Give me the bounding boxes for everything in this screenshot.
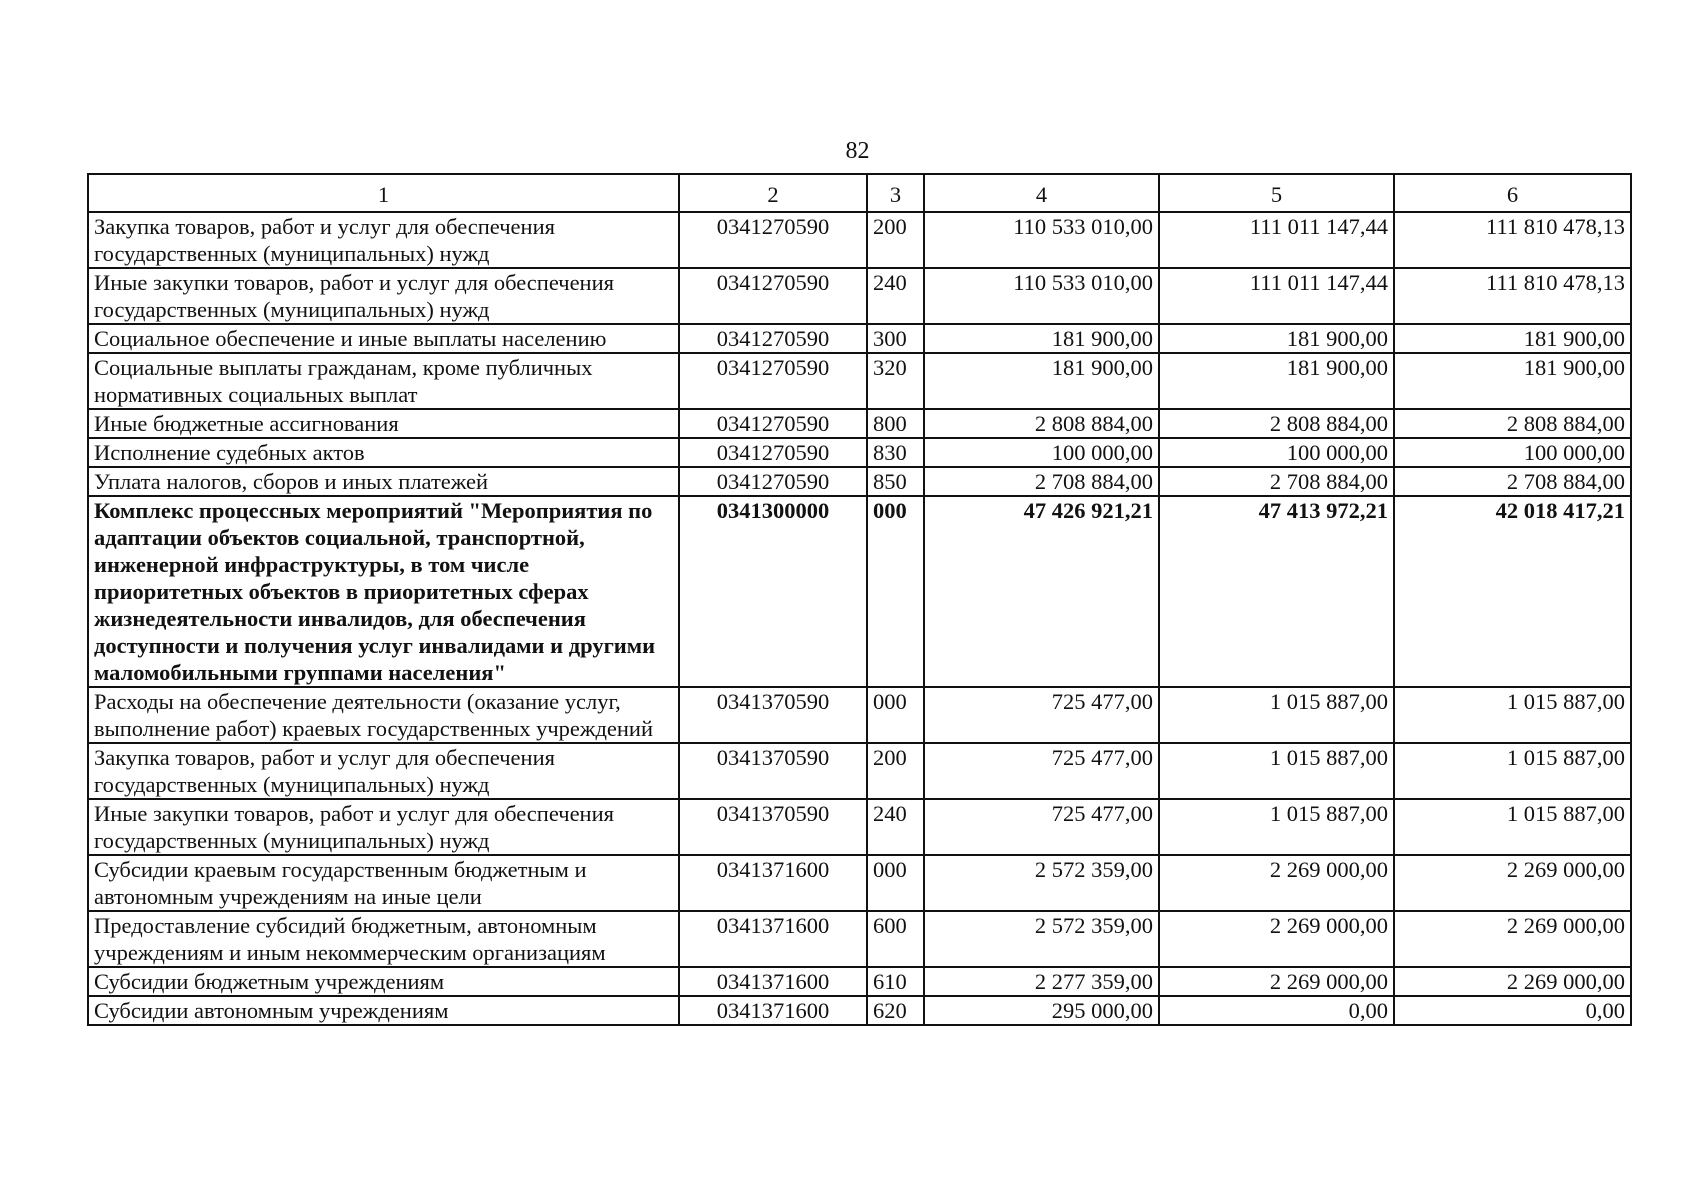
row-vr-cell: 000	[867, 687, 924, 743]
row-amount-year2-cell: 1 015 887,00	[1159, 687, 1394, 743]
column-header-1: 1	[88, 174, 679, 212]
table-row	[88, 212, 1631, 268]
row-amount-year1-cell: 2 808 884,00	[924, 409, 1159, 438]
row-csr-cell: 0341370590	[679, 743, 867, 799]
row-amount-year3-cell: 181 900,00	[1394, 353, 1631, 409]
row-vr-cell: 000	[867, 855, 924, 911]
row-name-cell: Иные закупки товаров, работ и услуг для обеспечения государственных (муниципальных) нужд	[88, 268, 679, 324]
row-vr-cell: 620	[867, 996, 924, 1025]
row-csr-cell: 0341371600	[679, 855, 867, 911]
row-csr-cell: 0341270590	[679, 268, 867, 324]
row-amount-year3-cell: 2 269 000,00	[1394, 967, 1631, 996]
row-amount-year2-cell: 181 900,00	[1159, 353, 1394, 409]
table-body	[88, 212, 1631, 1025]
row-csr-cell: 0341371600	[679, 996, 867, 1025]
row-name-cell: Субсидии краевым государственным бюджетным и автономным учреждениям на иные цели	[88, 855, 679, 911]
row-vr-cell: 240	[867, 799, 924, 855]
table-row	[88, 967, 1631, 996]
row-amount-year3-cell: 2 808 884,00	[1394, 409, 1631, 438]
row-amount-year1-cell: 2 572 359,00	[924, 855, 1159, 911]
row-csr-cell: 0341371600	[679, 911, 867, 967]
column-header-4: 4	[924, 174, 1159, 212]
row-amount-year1-cell: 47 426 921,21	[924, 496, 1159, 687]
column-header-3: 3	[867, 174, 924, 212]
row-name-cell: Иные закупки товаров, работ и услуг для обеспечения государственных (муниципальных) нужд	[88, 799, 679, 855]
row-name-cell: Исполнение судебных актов	[88, 438, 679, 467]
row-vr-cell: 300	[867, 324, 924, 353]
row-amount-year3-cell: 1 015 887,00	[1394, 743, 1631, 799]
row-amount-year2-cell: 111 011 147,44	[1159, 212, 1394, 268]
row-amount-year3-cell: 1 015 887,00	[1394, 687, 1631, 743]
table-row	[88, 496, 1631, 687]
row-amount-year1-cell: 181 900,00	[924, 324, 1159, 353]
row-csr-cell: 0341270590	[679, 353, 867, 409]
row-amount-year1-cell: 2 277 359,00	[924, 967, 1159, 996]
column-header-6: 6	[1394, 174, 1631, 212]
row-amount-year2-cell: 111 011 147,44	[1159, 268, 1394, 324]
row-name-cell: Закупка товаров, работ и услуг для обеспечения государственных (муниципальных) нужд	[88, 212, 679, 268]
row-amount-year2-cell: 181 900,00	[1159, 324, 1394, 353]
row-name-cell: Расходы на обеспечение деятельности (оказание услуг, выполнение работ) краевых государственных учреждений	[88, 687, 679, 743]
row-amount-year1-cell: 725 477,00	[924, 799, 1159, 855]
row-csr-cell: 0341370590	[679, 799, 867, 855]
row-amount-year3-cell: 2 708 884,00	[1394, 467, 1631, 496]
row-amount-year3-cell: 0,00	[1394, 996, 1631, 1025]
row-vr-cell: 240	[867, 268, 924, 324]
row-csr-cell: 0341370590	[679, 687, 867, 743]
row-name-cell: Субсидии автономным учреждениям	[88, 996, 679, 1025]
row-amount-year3-cell: 111 810 478,13	[1394, 212, 1631, 268]
table-row	[88, 799, 1631, 855]
row-amount-year2-cell: 47 413 972,21	[1159, 496, 1394, 687]
table-row	[88, 911, 1631, 967]
row-amount-year1-cell: 2 708 884,00	[924, 467, 1159, 496]
row-amount-year2-cell: 0,00	[1159, 996, 1394, 1025]
row-amount-year3-cell: 42 018 417,21	[1394, 496, 1631, 687]
row-name-cell: Социальные выплаты гражданам, кроме публичных нормативных социальных выплат	[88, 353, 679, 409]
row-amount-year1-cell: 295 000,00	[924, 996, 1159, 1025]
row-amount-year3-cell: 181 900,00	[1394, 324, 1631, 353]
row-csr-cell: 0341270590	[679, 324, 867, 353]
row-vr-cell: 800	[867, 409, 924, 438]
table-row	[88, 687, 1631, 743]
row-name-cell: Субсидии бюджетным учреждениям	[88, 967, 679, 996]
table-row	[88, 743, 1631, 799]
page-number: 82	[845, 138, 870, 164]
row-amount-year1-cell: 2 572 359,00	[924, 911, 1159, 967]
row-amount-year2-cell: 1 015 887,00	[1159, 799, 1394, 855]
row-csr-cell: 0341270590	[679, 438, 867, 467]
row-name-cell: Закупка товаров, работ и услуг для обеспечения государственных (муниципальных) нужд	[88, 743, 679, 799]
column-header-5: 5	[1159, 174, 1394, 212]
row-amount-year2-cell: 2 269 000,00	[1159, 911, 1394, 967]
budget-table	[87, 173, 1632, 1026]
row-vr-cell: 200	[867, 743, 924, 799]
row-name-cell: Иные бюджетные ассигнования	[88, 409, 679, 438]
row-name-cell: Предоставление субсидий бюджетным, автономным учреждениям и иным некоммерческим организациям	[88, 911, 679, 967]
row-amount-year3-cell: 1 015 887,00	[1394, 799, 1631, 855]
column-number-row	[88, 174, 1631, 212]
table-row	[88, 353, 1631, 409]
row-csr-cell: 0341270590	[679, 409, 867, 438]
row-amount-year1-cell: 110 533 010,00	[924, 268, 1159, 324]
row-vr-cell: 830	[867, 438, 924, 467]
row-amount-year1-cell: 110 533 010,00	[924, 212, 1159, 268]
row-name-cell: Уплата налогов, сборов и иных платежей	[88, 467, 679, 496]
row-vr-cell: 000	[867, 496, 924, 687]
row-amount-year1-cell: 100 000,00	[924, 438, 1159, 467]
row-amount-year1-cell: 725 477,00	[924, 743, 1159, 799]
row-vr-cell: 320	[867, 353, 924, 409]
row-vr-cell: 850	[867, 467, 924, 496]
row-amount-year2-cell: 100 000,00	[1159, 438, 1394, 467]
row-amount-year2-cell: 2 808 884,00	[1159, 409, 1394, 438]
table-row	[88, 996, 1631, 1025]
table-row	[88, 268, 1631, 324]
row-amount-year2-cell: 2 269 000,00	[1159, 855, 1394, 911]
table-row	[88, 409, 1631, 438]
row-amount-year1-cell: 181 900,00	[924, 353, 1159, 409]
column-header-2: 2	[679, 174, 867, 212]
row-amount-year3-cell: 2 269 000,00	[1394, 855, 1631, 911]
row-amount-year3-cell: 111 810 478,13	[1394, 268, 1631, 324]
row-name-cell: Комплекс процессных мероприятий "Мероприятия по адаптации объектов социальной, транспортной, инженерной инфраструктуры, в том числе приоритетных объектов в приоритетных сферах жизнедеятельности инвалидов, для обеспечения доступности и получения услуг инвалидами и другими маломобильными группами населения"	[88, 496, 679, 687]
table-row	[88, 467, 1631, 496]
row-csr-cell: 0341300000	[679, 496, 867, 687]
row-csr-cell: 0341270590	[679, 467, 867, 496]
row-csr-cell: 0341371600	[679, 967, 867, 996]
row-vr-cell: 200	[867, 212, 924, 268]
table-row	[88, 324, 1631, 353]
row-vr-cell: 610	[867, 967, 924, 996]
row-vr-cell: 600	[867, 911, 924, 967]
row-amount-year3-cell: 2 269 000,00	[1394, 911, 1631, 967]
table-row	[88, 438, 1631, 467]
row-amount-year3-cell: 100 000,00	[1394, 438, 1631, 467]
row-amount-year2-cell: 2 269 000,00	[1159, 967, 1394, 996]
row-name-cell: Социальное обеспечение и иные выплаты населению	[88, 324, 679, 353]
row-amount-year2-cell: 1 015 887,00	[1159, 743, 1394, 799]
row-csr-cell: 0341270590	[679, 212, 867, 268]
row-amount-year1-cell: 725 477,00	[924, 687, 1159, 743]
table-row	[88, 855, 1631, 911]
row-amount-year2-cell: 2 708 884,00	[1159, 467, 1394, 496]
